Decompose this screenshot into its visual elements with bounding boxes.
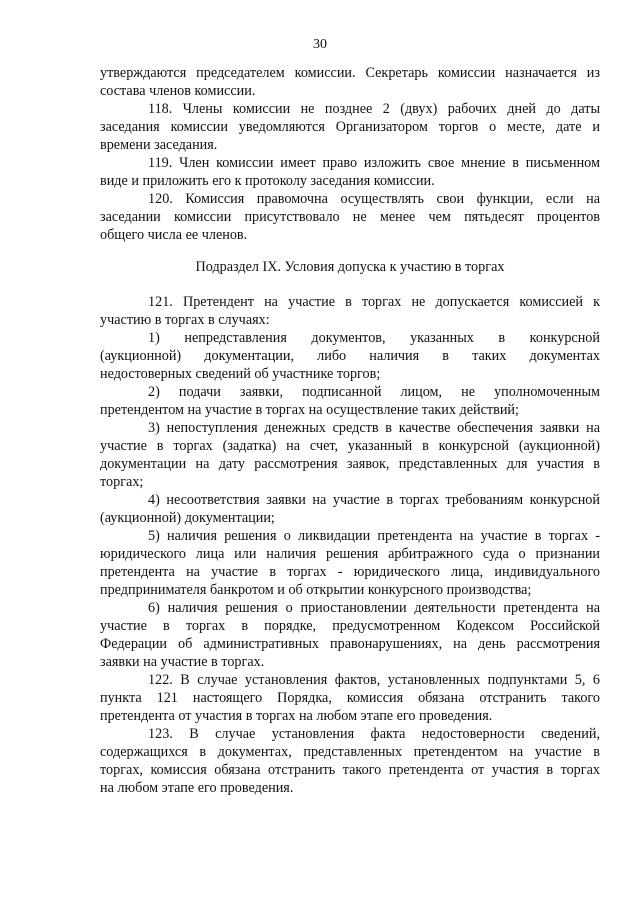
text-line: торгах, комиссия обязана отстранить такого претендента от участия в торгах bbox=[100, 762, 600, 778]
text-line: 119. Член комиссии имеет право изложить свое мнение в письменном bbox=[148, 155, 600, 171]
paragraph-p123 bbox=[100, 725, 600, 797]
section-heading: Подраздел IX. Условия допуска к участию в торгах bbox=[195, 259, 505, 275]
text-line: состава членов комиссии. bbox=[100, 83, 256, 99]
text-line: общего числа ее членов. bbox=[100, 227, 248, 243]
paragraph-p118 bbox=[100, 100, 600, 154]
text-line: 6) наличия решения о приостановлении деятельности претендента на bbox=[148, 600, 600, 616]
paragraph-p117-end bbox=[100, 64, 600, 100]
text-line: виде и приложить его к протоколу заседания комиссии. bbox=[100, 173, 435, 189]
paragraph-p121-5 bbox=[100, 527, 600, 599]
text-line: 3) непоступления денежных средств в качестве обеспечения заявки на bbox=[148, 420, 600, 436]
text-line: 118. Члены комиссии не позднее 2 (двух) рабочих дней до даты bbox=[148, 101, 600, 117]
text-line: юридического лица или наличия решения арбитражного суда о признании bbox=[100, 546, 600, 562]
text-line: времени заседания. bbox=[100, 137, 218, 153]
text-line: 121. Претендент на участие в торгах не допускается комиссией к bbox=[148, 294, 600, 310]
text-line: пункта 121 настоящего Порядка, комиссия обязана отстранить такого bbox=[100, 690, 600, 706]
paragraph-p120 bbox=[100, 190, 600, 244]
document-body bbox=[100, 64, 600, 797]
paragraphs-before-heading bbox=[100, 64, 600, 244]
paragraph-p122 bbox=[100, 671, 600, 725]
text-line: торгах; bbox=[100, 474, 144, 490]
text-line: заявки на участие в торгах. bbox=[100, 654, 265, 670]
text-line: заседания комиссии уведомляются Организатором торгов о месте, дате и bbox=[100, 119, 600, 135]
text-line: (аукционной) документации; bbox=[100, 510, 275, 526]
text-line: участию в торгах в случаях: bbox=[100, 312, 270, 328]
paragraph-p121-4 bbox=[100, 491, 600, 527]
paragraph-p121-2 bbox=[100, 383, 600, 419]
text-line: 5) наличия решения о ликвидации претендента на участие в торгах - bbox=[148, 528, 600, 544]
paragraph-p121-6 bbox=[100, 599, 600, 671]
text-line: претендентом на участие в торгах на осуществление таких действий; bbox=[100, 402, 519, 418]
text-line: участие в торгах (задатка) на счет, указанный в конкурсной (аукционной) bbox=[100, 438, 600, 454]
paragraph-p121 bbox=[100, 293, 600, 329]
text-line: содержащихся в документах, представленных претендентом на участие в bbox=[100, 744, 600, 760]
text-line: на любом этапе его проведения. bbox=[100, 780, 294, 796]
paragraph-p119 bbox=[100, 154, 600, 190]
text-line: недостоверных сведений об участнике торгов; bbox=[100, 366, 381, 382]
paragraph-p121-3 bbox=[100, 419, 600, 491]
text-line: 2) подачи заявки, подписанной лицом, не уполномоченным bbox=[148, 384, 600, 400]
text-line: 120. Комиссия правомочна осуществлять свои функции, если на bbox=[148, 191, 600, 207]
text-line: Федерации об административных правонарушениях, на день рассмотрения bbox=[100, 636, 600, 652]
text-line: 1) непредставления документов, указанных в конкурсной bbox=[148, 330, 600, 346]
paragraph-p121-1 bbox=[100, 329, 600, 383]
text-line: документации на дату рассмотрения заявок, представленных для участия в bbox=[100, 456, 600, 472]
text-line: претендента на участие в торгах - юридического лица, индивидуального bbox=[100, 564, 600, 580]
page-number: 30 bbox=[313, 37, 327, 52]
text-line: претендента от участия в торгах на любом этапе его проведения. bbox=[100, 708, 493, 724]
text-line: предпринимателя банкротом и об открытии конкурсного производства; bbox=[100, 582, 532, 598]
text-line: заседании комиссии присутствовало не менее чем пятьдесят процентов bbox=[100, 209, 600, 225]
text-line: 122. В случае установления фактов, установленных подпунктами 5, 6 bbox=[148, 672, 600, 688]
text-line: участие в торгах в порядке, предусмотренном Кодексом Российской bbox=[100, 618, 600, 634]
text-line: утверждаются председателем комиссии. Секретарь комиссии назначается из bbox=[100, 65, 600, 81]
text-line: (аукционной) документации, либо наличия в таких документах bbox=[100, 348, 600, 364]
paragraphs-after-heading bbox=[100, 293, 600, 797]
text-line: 123. В случае установления факта недостоверности сведений, bbox=[148, 726, 600, 742]
text-line: 4) несоответствия заявки на участие в торгах требованиям конкурсной bbox=[148, 492, 600, 508]
